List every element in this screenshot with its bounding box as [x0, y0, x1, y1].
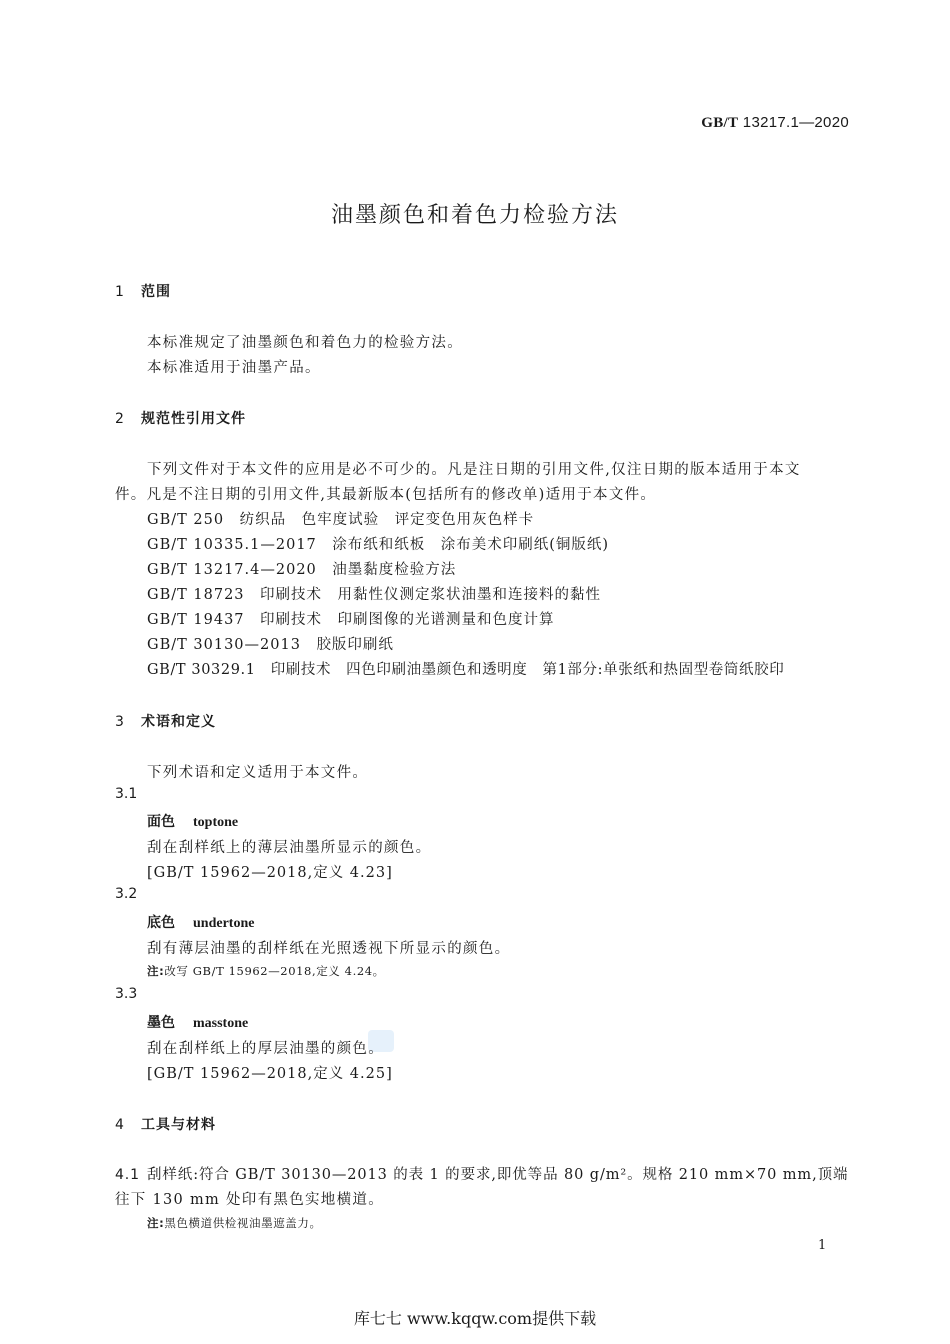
section-heading-2: 2 规范性引用文件: [115, 411, 246, 427]
reference-item: GB/T 18723 印刷技术 用黏性仪测定浆状油墨和连接料的黏性: [147, 587, 602, 603]
clause-item: 4.1 刮样纸:符合 GB/T 30130—2013 的表 1 的要求,即优等品 80 g/m²。规格 210 mm×70 mm,顶端: [115, 1167, 849, 1183]
paragraph: 本标准规定了油墨颜色和着色力的检验方法。: [147, 335, 463, 351]
reference-item: GB/T 10335.1—2017 涂布纸和纸板 涂布美术印刷纸(铜版纸): [147, 537, 610, 553]
section-heading-3: 3 术语和定义: [115, 714, 216, 730]
term-note: 注:改写 GB/T 15962—2018,定义 4.24。: [147, 964, 385, 978]
term-definition: 刮在刮样纸上的厚层油墨的颜色。: [147, 1041, 384, 1057]
term-heading: 面色 toptone: [147, 814, 239, 830]
term-definition: 刮有薄层油墨的刮样纸在光照透视下所显示的颜色。: [147, 941, 511, 957]
reference-item: GB/T 13217.4—2020 油墨黏度检验方法: [147, 562, 457, 578]
paragraph: 件。凡是不注日期的引用文件,其最新版本(包括所有的修改单)适用于本文件。: [115, 487, 657, 503]
term-heading: 墨色 masstone: [147, 1015, 249, 1031]
section-heading-4: 4 工具与材料: [115, 1117, 216, 1133]
reference-item: GB/T 19437 印刷技术 印刷图像的光谱测量和色度计算: [147, 612, 555, 628]
term-definition: 刮在刮样纸上的薄层油墨所显示的颜色。: [147, 840, 432, 856]
term-number: 3.3: [115, 986, 138, 1002]
reference-item: GB/T 30130—2013 胶版印刷纸: [147, 637, 394, 653]
reference-item: GB/T 250 纺织品 色牢度试验 评定变色用灰色样卡: [147, 512, 535, 528]
term-heading: 底色 undertone: [147, 915, 255, 931]
clause-note: 注:黑色横道供检视油墨遮盖力。: [147, 1216, 322, 1230]
term-number: 3.2: [115, 886, 138, 902]
term-number: 3.1: [115, 786, 138, 802]
standard-code: GB/T 13217.1—2020: [701, 114, 849, 131]
page-number: 1: [818, 1238, 827, 1253]
paragraph: 下列文件对于本文件的应用是必不可少的。凡是注日期的引用文件,仅注日期的版本适用于本文: [147, 462, 801, 478]
download-footer: 库七七 www.kqqw.com提供下载: [353, 1309, 597, 1328]
term-source: [GB/T 15962—2018,定义 4.25]: [147, 1066, 393, 1082]
document-title: 油墨颜色和着色力检验方法: [330, 203, 619, 228]
paragraph: 本标准适用于油墨产品。: [147, 360, 321, 376]
reference-item: GB/T 30329.1 印刷技术 四色印刷油墨颜色和透明度 第1部分:单张纸和热固型卷筒纸胶印: [147, 662, 785, 678]
term-source: [GB/T 15962—2018,定义 4.23]: [147, 865, 393, 881]
clause-item-continued: 往下 130 mm 处印有黑色实地横道。: [115, 1192, 385, 1208]
section-heading-1: 1 范围: [115, 284, 171, 300]
paragraph: 下列术语和定义适用于本文件。: [147, 765, 369, 781]
